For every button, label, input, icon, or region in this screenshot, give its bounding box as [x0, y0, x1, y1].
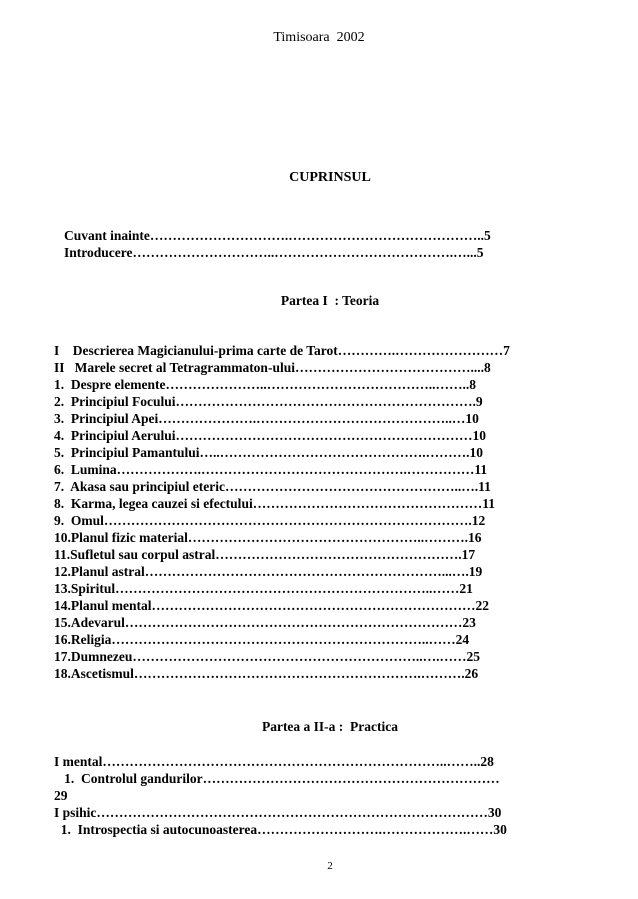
- toc-entry: I mental…………………………………………………………………..……..28: [54, 754, 494, 769]
- toc-entry: 14.Planul mental………………………………………………………………22: [54, 598, 490, 613]
- toc-entry: 9. Omul……………………………………………………………………….12: [54, 513, 486, 528]
- toc-entry: 15.Adevarul…………………………………………………………………23: [54, 615, 476, 630]
- part1-title: Partea I : Teoria: [280, 293, 380, 308]
- toc-entry: 10.Planul fizic material……………………………………………..……….16: [54, 530, 482, 545]
- toc-entry: 1. Introspectia si autocunoasterea……………………….……………….……30: [54, 822, 507, 837]
- toc-entry: 6. Lumina……………….……………………………………….……………11: [54, 462, 488, 477]
- toc-entry: I psihic……………………………………………………………………………30: [54, 805, 502, 820]
- toc-entry: 3. Principiul Apei………………….……………………………………..…10: [54, 411, 479, 426]
- toc-entry: 4. Principiul Aerului…………………………………………………………10: [54, 428, 487, 443]
- toc-entry: 1. Controlul gandurilor…………………………………………………………: [54, 771, 500, 786]
- toc-entry: 2. Principiul Focului………………………………………………………….9: [54, 394, 483, 409]
- toc-entry: 16.Religia……………………………………………………………..……24: [54, 632, 470, 647]
- toc-entry: 8. Karma, legea cauzei si efectului……………………………………………11: [54, 496, 495, 511]
- toc-entry: 1. Despre elemente…………………..………………………………..……..8: [54, 377, 476, 392]
- toc-entry: I Descrierea Magicianului-prima carte de Tarot………….……………………7: [54, 343, 510, 358]
- toc-entry: 7. Akasa sau principiul eteric……………………………………………..….11: [54, 479, 491, 494]
- part2-title: Partea a II-a : Practica: [261, 719, 399, 734]
- toc-title: CUPRINSUL: [289, 170, 371, 185]
- page-header: Timisoara 2002: [273, 30, 365, 45]
- toc-entry: 13.Spiritul……………………………………………………………..……21: [54, 581, 473, 596]
- toc-entry: II Marele secret al Tetragrammaton-ului…………………………………....8: [54, 360, 491, 375]
- toc-entry: 17.Dumnezeu………………………………………………………..….……25: [54, 649, 480, 664]
- toc-entry: 12.Planul astral…………………………………………………………...….19: [54, 564, 483, 579]
- page-number: 2: [327, 860, 333, 872]
- toc-entry: 18.Ascetismul……………………………………………………….……….26: [54, 666, 479, 681]
- toc-entry: 29: [54, 788, 68, 803]
- toc-entry: 5. Principiul Pamantului…..……………………………………….……….10: [54, 445, 484, 460]
- toc-entry: 11.Sufletul sau corpul astral……………………………………………….17: [54, 547, 476, 562]
- toc-entry: Introducere…………………………..………………………………….…...5: [64, 245, 484, 260]
- toc-entry: Cuvant inainte………………………….……………………………………..5: [64, 228, 491, 243]
